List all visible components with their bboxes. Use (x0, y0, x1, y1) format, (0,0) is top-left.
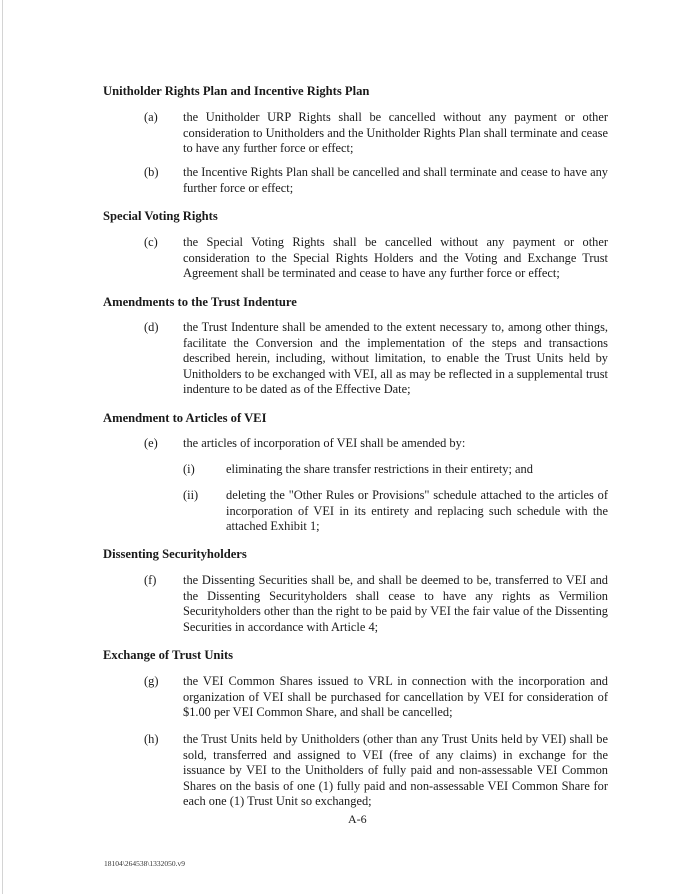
item-text: the VEI Common Shares issued to VRL in connection with the incorporation and organization of VEI shall be purchased for cancellation by VEI for consideration of $1.00 per VEI Common Share, and shall be cancelled; (183, 674, 608, 719)
subitem-text: deleting the "Other Rules or Provisions" schedule attached to the articles of incorporation of VEI in its entirety and replacing such schedule with the attached Exhibit 1; (226, 488, 608, 533)
item-text: the Trust Units held by Unitholders (other than any Trust Units held by VEI) shall be sold, transferred and assigned to VEI (free of any claims) in exchange for the issuance by VEI to the Unitholders of fully paid and non-assessable VEI Common Shares on the basis of one (1) fully paid and non-assessable VEI Common Share for each one (1) Trust Unit so exchanged; (183, 732, 608, 808)
item-label: (b) (144, 165, 159, 179)
item-label: (c) (144, 235, 158, 249)
section-heading: Exchange of Trust Units (103, 648, 234, 662)
subitem-label: (i) (183, 462, 195, 476)
document-id: 18104\264538\1332050.v9 (104, 859, 186, 868)
section-heading: Special Voting Rights (103, 209, 218, 223)
item-label: (f) (144, 573, 157, 587)
subitem-label: (ii) (183, 488, 199, 502)
section-heading: Amendments to the Trust Indenture (103, 295, 297, 309)
page-number: A-6 (348, 812, 367, 826)
item-text: the Special Voting Rights shall be cancelled without any payment or other consideration to the Special Rights Holders and the Voting and Exchange Trust Agreement shall be terminated and cease to have any further force or effect; (183, 235, 608, 280)
subitem-text: eliminating the share transfer restrictions in their entirety; and (226, 462, 533, 476)
section-heading: Amendment to Articles of VEI (103, 411, 267, 425)
item-label: (h) (144, 732, 159, 746)
item-text: the Trust Indenture shall be amended to the extent necessary to, among other things, facilitate the Conversion and the implementation of the steps and transactions described herein, including, without limitation, to enable the Trust Units held by Unitholders to be exchanged with VEI, all as may be reflected in a supplemental trust indenture to be dated as of the Effective Date; (183, 320, 608, 396)
item-text: the Incentive Rights Plan shall be cancelled and shall terminate and cease to have any further force or effect; (183, 165, 608, 195)
item-label: (a) (144, 110, 158, 124)
item-text: the Unitholder URP Rights shall be cancelled without any payment or other consideration to Unitholders and the Unitholder Rights Plan shall terminate and cease to have any further force or effect; (183, 110, 608, 155)
item-text: the articles of incorporation of VEI shall be amended by: (183, 436, 466, 450)
item-label: (e) (144, 436, 158, 450)
item-text: the Dissenting Securities shall be, and shall be deemed to be, transferred to VEI and the Dissenting Securityholders shall cease to have any rights as Vermilion Securityholders other than the right to be paid by VEI the fair value of the Dissenting Securities in accordance with Article 4; (183, 573, 608, 634)
section-heading: Dissenting Securityholders (103, 547, 247, 561)
section-heading: Unitholder Rights Plan and Incentive Rights Plan (103, 84, 370, 98)
item-label: (d) (144, 320, 159, 334)
item-label: (g) (144, 674, 159, 688)
